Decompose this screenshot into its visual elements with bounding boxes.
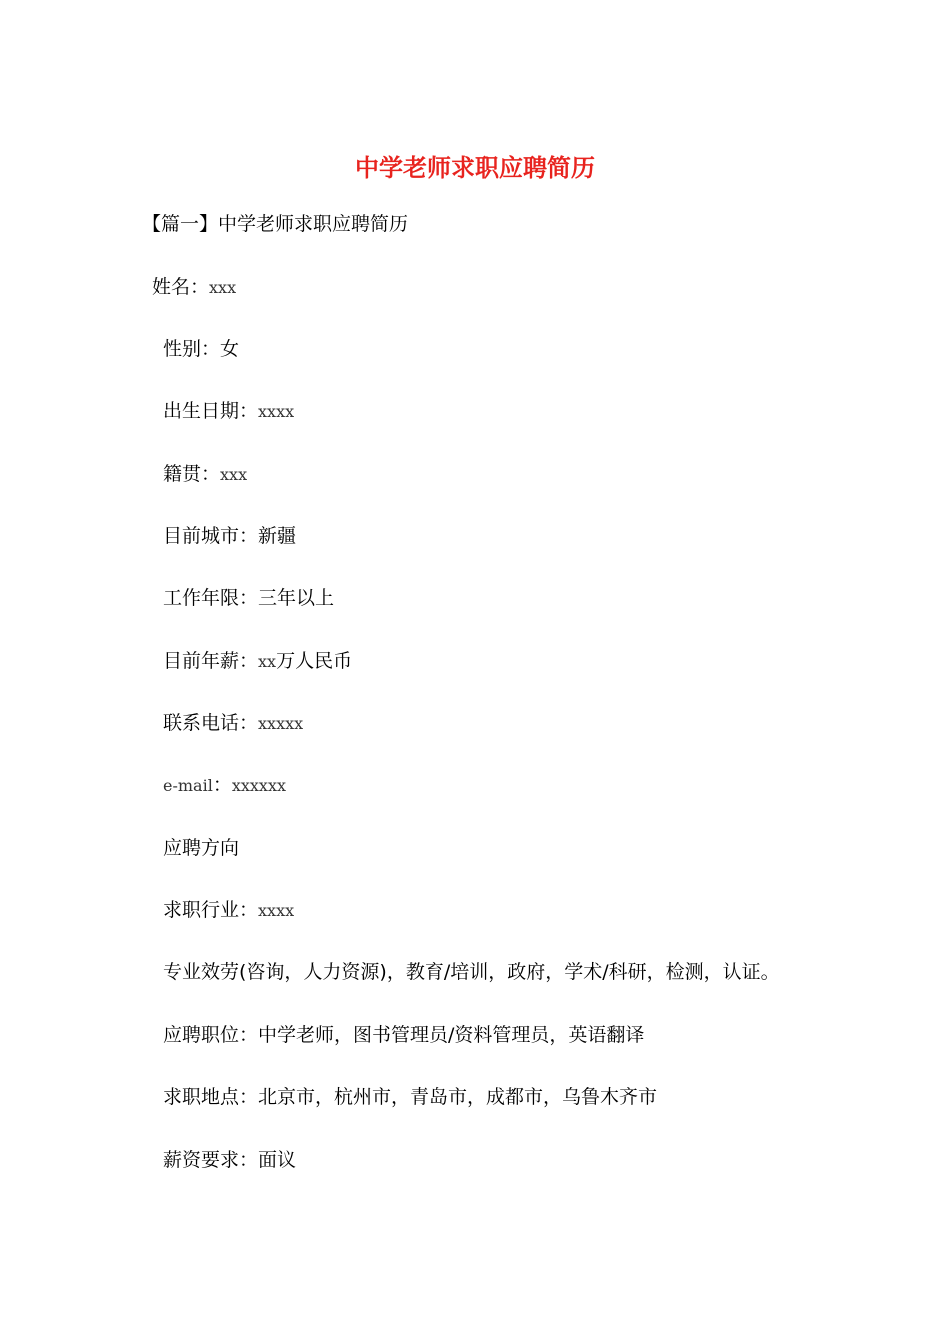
work-years-label: 工作年限： xyxy=(163,587,259,609)
location-line xyxy=(163,1083,657,1111)
email-label: e-mail xyxy=(163,776,213,795)
name-value: xxx xyxy=(209,278,237,297)
section-heading: 【篇一】中学老师求职应聘简历 xyxy=(142,213,409,235)
birthdate-label: 出生日期： xyxy=(163,400,259,422)
current-salary-line xyxy=(163,647,352,676)
location-value: 北京市，杭州市，青岛市，成都市，乌鲁木齐市 xyxy=(258,1086,658,1108)
native-place-label: 籍贯： xyxy=(163,463,221,485)
phone-label: 联系电话： xyxy=(163,712,259,734)
work-years-line xyxy=(163,584,334,612)
phone-value: xxxxx xyxy=(258,714,304,733)
name-label: 姓名： xyxy=(152,276,210,298)
industry-label: 求职行业： xyxy=(163,899,259,921)
current-salary-label: 目前年薪： xyxy=(163,650,259,672)
birthdate-line xyxy=(163,397,294,426)
position-label: 应聘职位： xyxy=(163,1024,259,1046)
current-city-label: 目前城市： xyxy=(163,525,259,547)
gender-value: 女 xyxy=(220,338,240,360)
name-line xyxy=(152,273,236,302)
direction-heading: 应聘方向 xyxy=(163,837,240,859)
current-city-value: 新疆 xyxy=(258,525,297,547)
gender-label: 性别： xyxy=(163,338,221,360)
gender-line xyxy=(163,335,239,363)
native-place-line xyxy=(163,460,247,489)
phone-line xyxy=(163,709,303,738)
salary-label: 薪资要求： xyxy=(163,1149,259,1171)
industry-detail: 专业效劳(咨询，人力资源)，教育/培训，政府，学术/科研，检测，认证。 xyxy=(163,961,780,983)
position-line xyxy=(163,1021,644,1049)
industry-line xyxy=(163,896,294,925)
page-title: 中学老师求职应聘简历 xyxy=(355,153,595,182)
current-city-line xyxy=(163,522,296,550)
position-value: 中学老师，图书管理员/资料管理员，英语翻译 xyxy=(258,1024,645,1046)
email-value: xxxxxx xyxy=(231,776,286,795)
birthdate-value: xxxx xyxy=(258,402,295,421)
native-place-value: xxx xyxy=(220,465,248,484)
email-line xyxy=(163,771,286,800)
current-salary-value: xx xyxy=(258,652,277,671)
email-colon: ： xyxy=(212,774,232,796)
salary-value: 面议 xyxy=(258,1149,297,1171)
industry-value: xxxx xyxy=(258,901,295,920)
location-label: 求职地点： xyxy=(163,1086,259,1108)
current-salary-unit: 万人民币 xyxy=(276,650,353,672)
salary-line xyxy=(163,1146,296,1174)
work-years-value: 三年以上 xyxy=(258,587,335,609)
